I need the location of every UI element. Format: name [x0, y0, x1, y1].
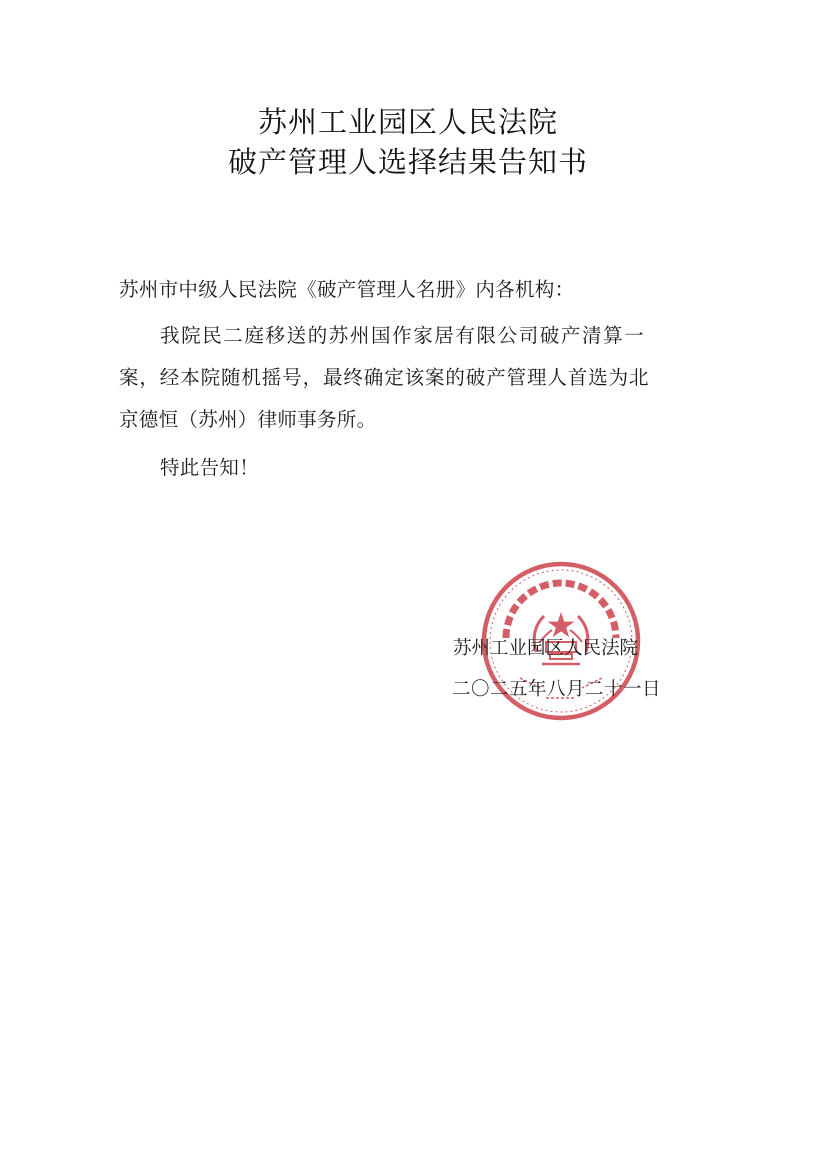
- document-title-line-1: 苏州工业园区人民法院: [257, 105, 558, 139]
- recipient-line: 苏州市中级人民法院《破产管理人名册》内各机构：: [119, 278, 575, 301]
- paragraph-line-1: 我院民二庭移送的苏州国作家居有限公司破产清算一: [160, 324, 646, 347]
- closing-line: 特此告知！: [160, 456, 260, 479]
- document-title-line-2: 破产管理人选择结果告知书: [227, 145, 588, 179]
- paragraph-line-2: 案，经本院随机摇号，最终确定该案的破产管理人首选为北: [119, 366, 650, 389]
- signature-date: 二〇二五年八月二十一日: [452, 679, 662, 700]
- signature-organization: 苏州工业园区人民法院: [453, 638, 639, 659]
- paragraph-line-3: 京德恒（苏州）律师事务所。: [119, 408, 377, 431]
